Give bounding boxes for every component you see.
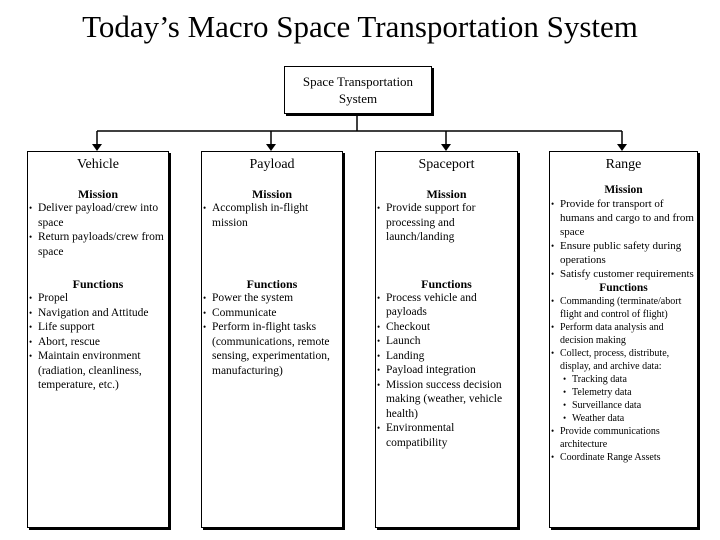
- list-item: • Propel: [28, 291, 168, 306]
- list-item: • Environmental compatibility: [376, 421, 517, 450]
- list-item: • Communicate: [202, 306, 342, 321]
- column-box-range: [549, 151, 698, 528]
- list-item: • Accomplish in-flight mission: [202, 201, 342, 230]
- column-header-vehicle: Vehicle: [77, 157, 119, 172]
- list-item: • Deliver payload/crew into space: [28, 201, 168, 230]
- list-item: • Commanding (terminate/abort flight and control of flight): [550, 295, 697, 321]
- list-item: • Provide support for processing and launch/landing: [376, 201, 517, 245]
- list-item: • Payload integration: [376, 363, 517, 378]
- mission-list: [376, 201, 517, 245]
- functions-list: [376, 291, 517, 451]
- column-box-payload: [201, 151, 343, 528]
- data-types-sublist: [562, 373, 697, 425]
- list-item: • Launch: [376, 334, 517, 349]
- list-item: • Life support: [28, 320, 168, 335]
- list-item: • Abort, rescue: [28, 335, 168, 350]
- functions-list-continued: [550, 425, 697, 464]
- functions-heading: Functions: [246, 277, 298, 291]
- arrowhead-range: [617, 144, 627, 151]
- list-item: • Checkout: [376, 320, 517, 335]
- root-node-label-line1: Space Transportation: [302, 74, 414, 89]
- column-box-spaceport: [375, 151, 518, 528]
- diagram-title: Today’s Macro Space Transportation System: [82, 9, 638, 44]
- arrowhead-spaceport: [441, 144, 451, 151]
- functions-list: [28, 291, 168, 393]
- mission-list: [28, 201, 168, 259]
- list-item: • Perform in-flight tasks (communications, remote sensing, experimentation, manufacturing): [202, 320, 342, 378]
- list-item: • Tracking data: [562, 373, 697, 386]
- root-node-label-line2: System: [338, 91, 378, 106]
- list-item: • Weather data: [562, 412, 697, 425]
- list-item: • Ensure public safety during operations: [550, 239, 697, 267]
- functions-heading: Functions: [599, 282, 648, 294]
- list-item: • Power the system: [202, 291, 342, 306]
- column-header-payload: Payload: [249, 157, 295, 172]
- list-item: • Provide communications architecture: [550, 425, 697, 451]
- list-item: • Surveillance data: [562, 399, 697, 412]
- mission-heading: Mission: [604, 184, 643, 196]
- arrowhead-vehicle: [92, 144, 102, 151]
- list-item: • Perform data analysis and decision making: [550, 321, 697, 347]
- mission-list: [550, 197, 697, 281]
- mission-heading: Mission: [426, 187, 467, 201]
- list-item: • Collect, process, distribute, display, and archive data:: [550, 347, 697, 373]
- functions-list: [202, 291, 342, 378]
- mission-heading: Mission: [77, 187, 118, 201]
- column-box-vehicle: [27, 151, 169, 528]
- arrowhead-payload: [266, 144, 276, 151]
- list-item: • Provide for transport of humans and cargo to and from space: [550, 197, 697, 239]
- list-item: • Maintain environment (radiation, cleanliness, temperature, etc.): [28, 349, 168, 393]
- column-header-range: Range: [605, 157, 642, 172]
- list-item: • Satisfy customer requirements: [550, 267, 697, 281]
- functions-list: [550, 295, 697, 373]
- list-item: • Telemetry data: [562, 386, 697, 399]
- list-item: • Return payloads/crew from space: [28, 230, 168, 259]
- list-item: • Navigation and Attitude: [28, 306, 168, 321]
- list-item: • Coordinate Range Assets: [550, 451, 697, 464]
- list-item: • Process vehicle and payloads: [376, 291, 517, 320]
- functions-heading: Functions: [421, 276, 472, 291]
- mission-heading: Mission: [251, 187, 292, 201]
- column-header-spaceport: Spaceport: [418, 157, 475, 172]
- list-item: • Mission success decision making (weather, vehicle health): [376, 378, 517, 422]
- list-item: • Landing: [376, 349, 517, 364]
- functions-heading: Functions: [72, 277, 124, 291]
- mission-list: [202, 201, 342, 230]
